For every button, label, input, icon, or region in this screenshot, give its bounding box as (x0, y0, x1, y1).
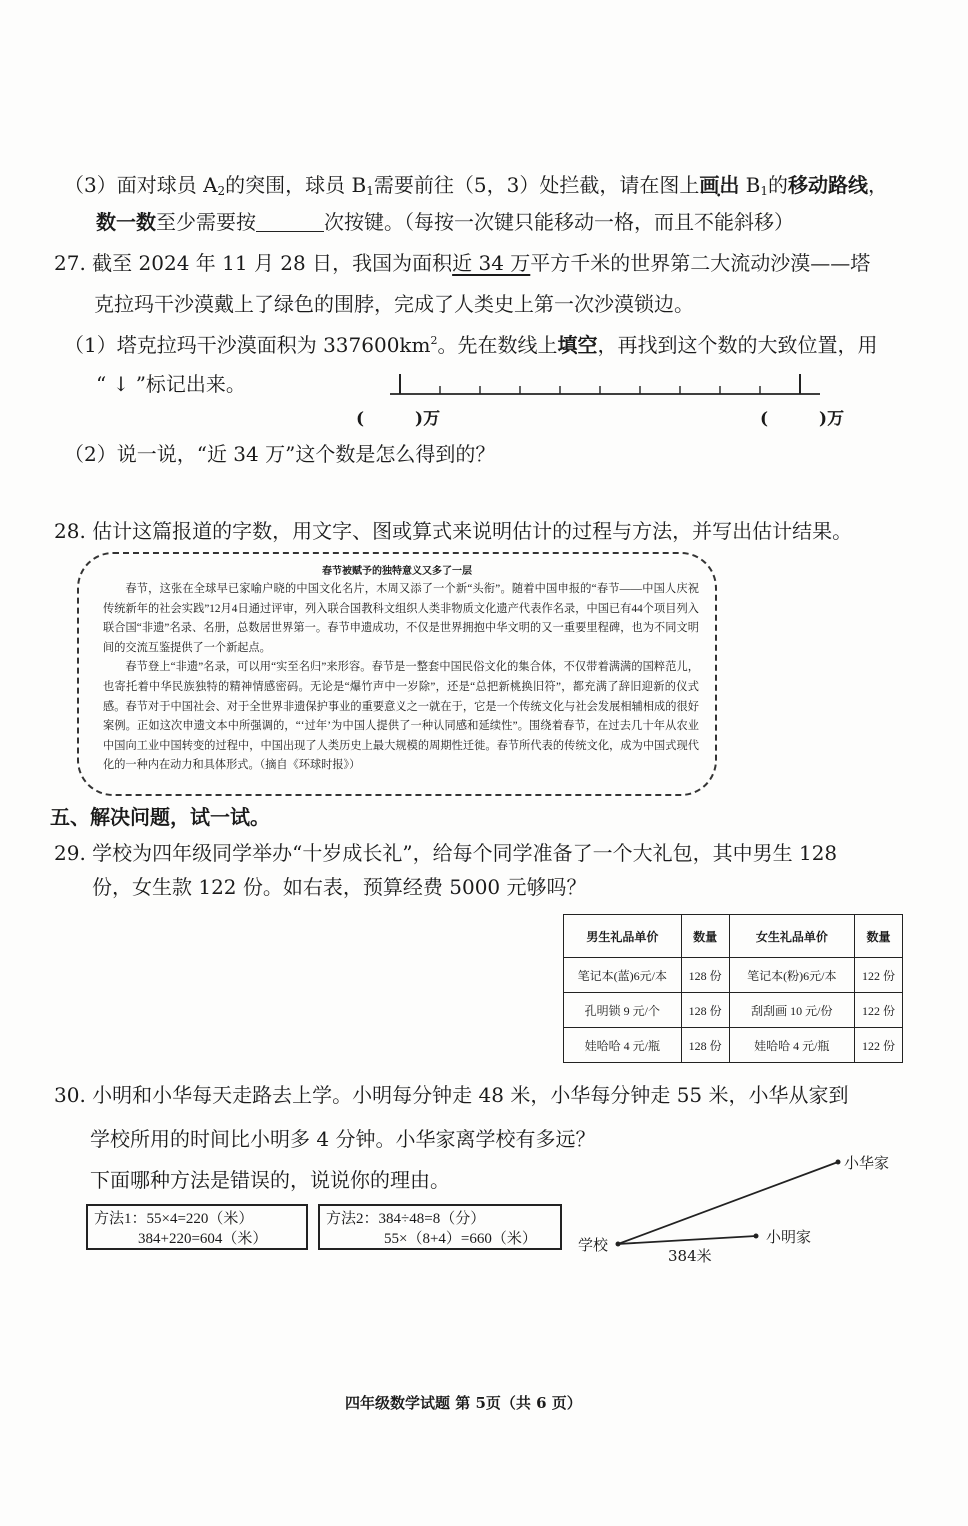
label-school: 学校 (578, 1236, 609, 1254)
label-xiaoming-home: 小明家 (766, 1228, 812, 1246)
table-cell: 笔记本(蓝)6元/本 (564, 958, 682, 993)
q26-part3-line2: 数一数至少需要按 次按键。（每按一次键只能移动一格，而且不能斜移） (96, 210, 794, 234)
number-line-right-label[interactable]: ( )万 (760, 409, 845, 429)
method1-line2: 384+220=604（米） (138, 1231, 268, 1247)
news-article-box (77, 552, 717, 796)
draw-emphasis: 画出 (699, 173, 740, 197)
q27-line2: 克拉玛干沙漠戴上了绿色的围脖，完成了人类史上第一次沙漠锁边。 (94, 292, 694, 316)
table-header-row (564, 915, 903, 958)
table-header-cell: 男生礼品单价 (564, 915, 682, 958)
table-row (564, 1028, 903, 1063)
q28-prompt: 28. 估计这篇报道的字数，用文字、图或算式来说明估计的过程与方法，并写出估计结果。 (54, 519, 853, 543)
table-row (564, 958, 903, 993)
number-line-left-label[interactable]: ( )万 (356, 409, 441, 429)
article-paragraph: 春节，这张在全球早已家喻户晓的中国文化名片，木周又添了一个新“头衔”。随着中国申报的“春节——中国人庆祝传统新年的社会实践”12月4日通过评审，列入联合国教科文组织人类非物质文化遗产代表作名录，中国已有44个项目列入联合国“非遗”名录、名册，总数居世界第一。春节申遗成功，不仅是世界拥抱中华文明的又一重要里程碑，也为不同文明间的交流互鉴提供了一个新起点。 (103, 583, 699, 654)
article-paragraph: 春节登上“非遗”名录，可以用“实至名归”来形容。春节是一整套中国民俗文化的集合体，不仅带着满满的国粹范儿，也寄托着中华民族独特的精神情感密码。无论是“爆竹声中一岁除”，还是“总把新桃换旧符”，都充满了辞旧迎新的仪式感。春节对于中国社会、对于全世界非遗保护事业的重要意义之一就在于，它是一个传统文化与社会发展相辅相成的很好案例。正如这次申遗文本中所强调的，“‘过年’为中国人提供了一种认同感和延续性”。围绕着春节，在过去几十年从农业中国向工业中国转变的过程中，中国出现了人类历史上最大规模的周期性迁徙。春节所代表的传统文化，成为中国式现代化的一种内在动力和具体形式。（摘自《环球时报》） (103, 661, 699, 772)
table-cell: 笔记本(粉)6元/本 (729, 958, 855, 993)
q26-part3-line1: （3）面对球员 $A_2$的突围，球员 $B_1$需要前往（5，3）处拦截，请在图上画出 $B_1$的移动路线， (64, 173, 889, 198)
school-point (616, 1242, 621, 1247)
xiaohua-point (836, 1160, 841, 1165)
q29-line1: 29. 学校为四年级同学举办“十岁成长礼”，给每个同学准备了一个大礼包，其中男生 128 (54, 841, 838, 865)
q27-part1-line1: （1）塔克拉玛干沙漠面积为 $337600km^2$。先在数线上填空，再找到这个数的大致位置，用 (64, 333, 878, 357)
table-cell: 128 份 (681, 1028, 729, 1063)
q27-line1: 27. 截至 2024 年 11 月 28 日，我国为面积近 34 万平方千米的世界第二大流动沙漠——塔 (54, 251, 871, 275)
table-cell: 128 份 (681, 958, 729, 993)
q30-line1: 30. 小明和小华每天走路去上学。小明每分钟走 48 米，小华每分钟走 55 米，小华从家到 (54, 1083, 849, 1107)
method2-box (318, 1204, 562, 1250)
table-header-cell: 数量 (855, 915, 903, 958)
method1-line1: 方法1：55×4=220（米） (94, 1211, 254, 1227)
label-xiaohua-home: 小华家 (844, 1154, 890, 1172)
table-cell: 刮刮画 10 元/份 (729, 993, 855, 1028)
page-footer: 四年级数学试题 第 5页（共 6 页） (345, 1394, 582, 1412)
answer-blank[interactable] (256, 213, 324, 232)
label-distance: 384米 (668, 1247, 712, 1265)
table-row (564, 993, 903, 1028)
route-diagram (610, 1150, 850, 1250)
method1-box (86, 1204, 308, 1250)
article-body (103, 580, 699, 776)
table-cell: 122 份 (855, 958, 903, 993)
q30-line3: 下面哪种方法是错误的，说说你的理由。 (90, 1168, 450, 1192)
route-emphasis: 移动路线 (788, 173, 869, 197)
q27-part2: （2）说一说，“近 34 万”这个数是怎么得到的？ (64, 442, 496, 466)
q30-line2: 学校所用的时间比小明多 4 分钟。小华家离学校有多远？ (90, 1127, 596, 1151)
table-cell: 128 份 (681, 993, 729, 1028)
table-cell: 122 份 (855, 1028, 903, 1063)
table-cell: 娃哈哈 4 元/瓶 (564, 1028, 682, 1063)
table-cell: 娃哈哈 4 元/瓶 (729, 1028, 855, 1063)
gift-price-table (563, 914, 903, 1063)
xiaoming-point (754, 1234, 759, 1239)
table-header-cell: 女生礼品单价 (729, 915, 855, 958)
article-title: 春节被赋予的独特意义又多了一层 (322, 566, 472, 577)
number-line[interactable] (380, 368, 830, 404)
number-line-minor-ticks (440, 386, 760, 394)
q27-part1-line2: “ ↓ ”标记出来。 (96, 372, 246, 396)
table-cell: 122 份 (855, 993, 903, 1028)
table-cell: 孔明锁 9 元/个 (564, 993, 682, 1028)
section-title: 五、解决问题，试一试。 (50, 805, 270, 829)
table-header-cell: 数量 (681, 915, 729, 958)
q29-line2: 份，女生款 122 份。如右表，预算经费 5000 元够吗？ (92, 875, 587, 899)
method2-line1: 方法2：384÷48=8（分） (326, 1211, 486, 1227)
method2-line2: 55×（8+4）=660（米） (384, 1231, 537, 1247)
